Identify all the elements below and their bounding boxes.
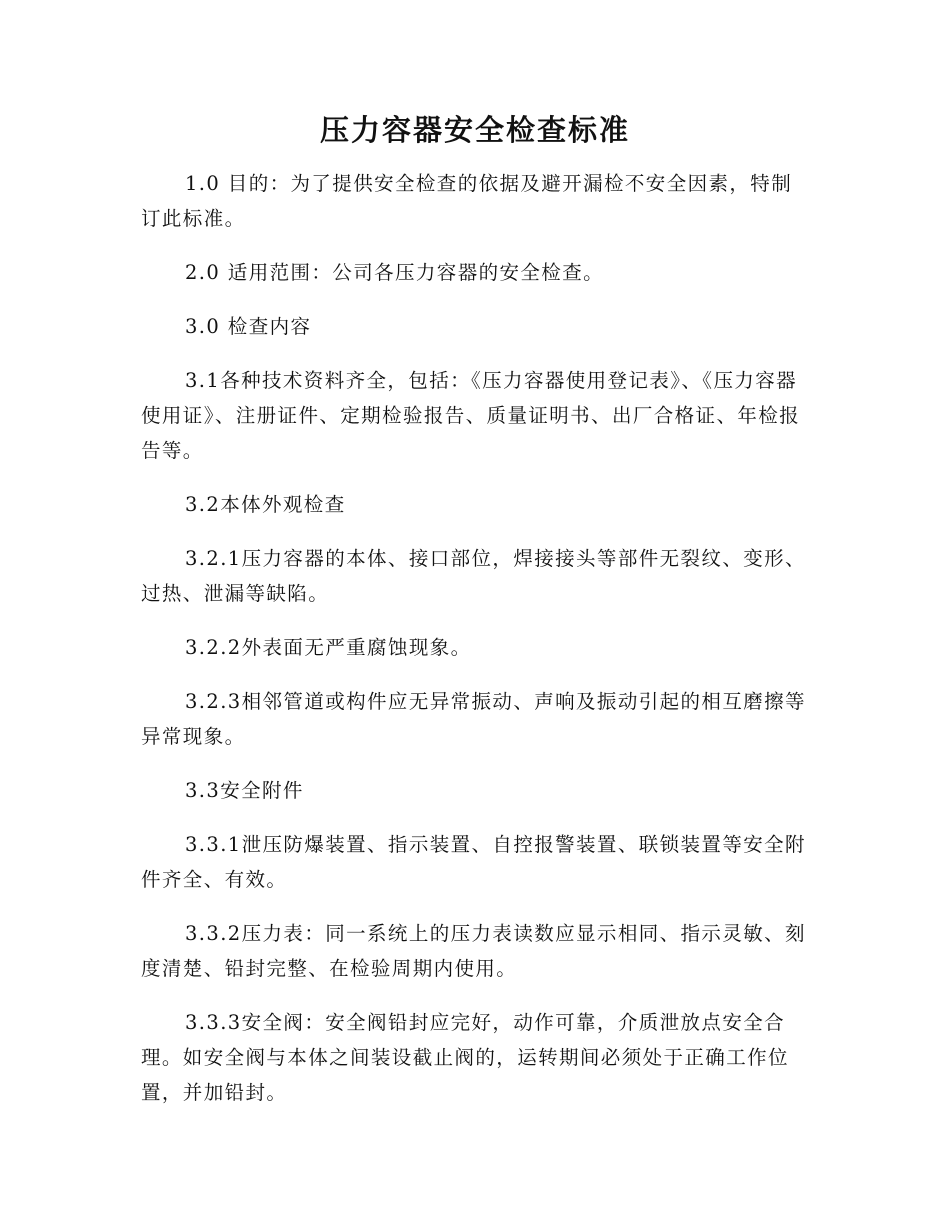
paragraph-pressure-gauge: 3.3.2压力表：同一系统上的压力表读数应显示相同、指示灵敏、刻度清楚、铅封完整、在检验周期内使用。	[141, 922, 806, 980]
paragraph-protective-devices: 3.3.1泄压防爆装置、指示装置、自控报警装置、联锁装置等安全附件齐全、有效。	[141, 833, 806, 891]
paragraph-vibration: 3.2.3相邻管道或构件应无异常振动、声响及振动引起的相互磨擦等异常现象。	[141, 690, 806, 748]
paragraph-scope: 2.0 适用范围：公司各压力容器的安全检查。	[185, 261, 605, 284]
document-body	[141, 166, 811, 1129]
paragraph-appearance-check: 3.2本体外观检查	[185, 493, 346, 516]
paragraph-inspection-content: 3.0 检查内容	[185, 315, 312, 338]
page-title: 压力容器安全检查标准	[319, 113, 630, 147]
paragraph-technical-documents: 3.1各种技术资料齐全，包括：《压力容器使用登记表》、《压力容器使用证》、注册证件、定期检验报告、质量证明书、出厂合格证、年检报告等。	[141, 369, 801, 462]
paragraph-safety-accessories: 3.3安全附件	[185, 779, 304, 802]
paragraph-surface-corrosion: 3.2.2外表面无严重腐蚀现象。	[185, 636, 472, 659]
paragraph-body-defects: 3.2.1压力容器的本体、接口部位，焊接接头等部件无裂纹、变形、过热、泄漏等缺陷。	[141, 547, 806, 605]
paragraph-purpose: 1.0 目的：为了提供安全检查的依据及避开漏检不安全因素，特制订此标准。	[141, 172, 793, 230]
paragraph-safety-valve: 3.3.3安全阀：安全阀铅封应完好，动作可靠，介质泄放点安全合理。如安全阀与本体之间装设截止阀的，运转期间必须处于正确工作位置，并加铅封。	[141, 1011, 789, 1104]
